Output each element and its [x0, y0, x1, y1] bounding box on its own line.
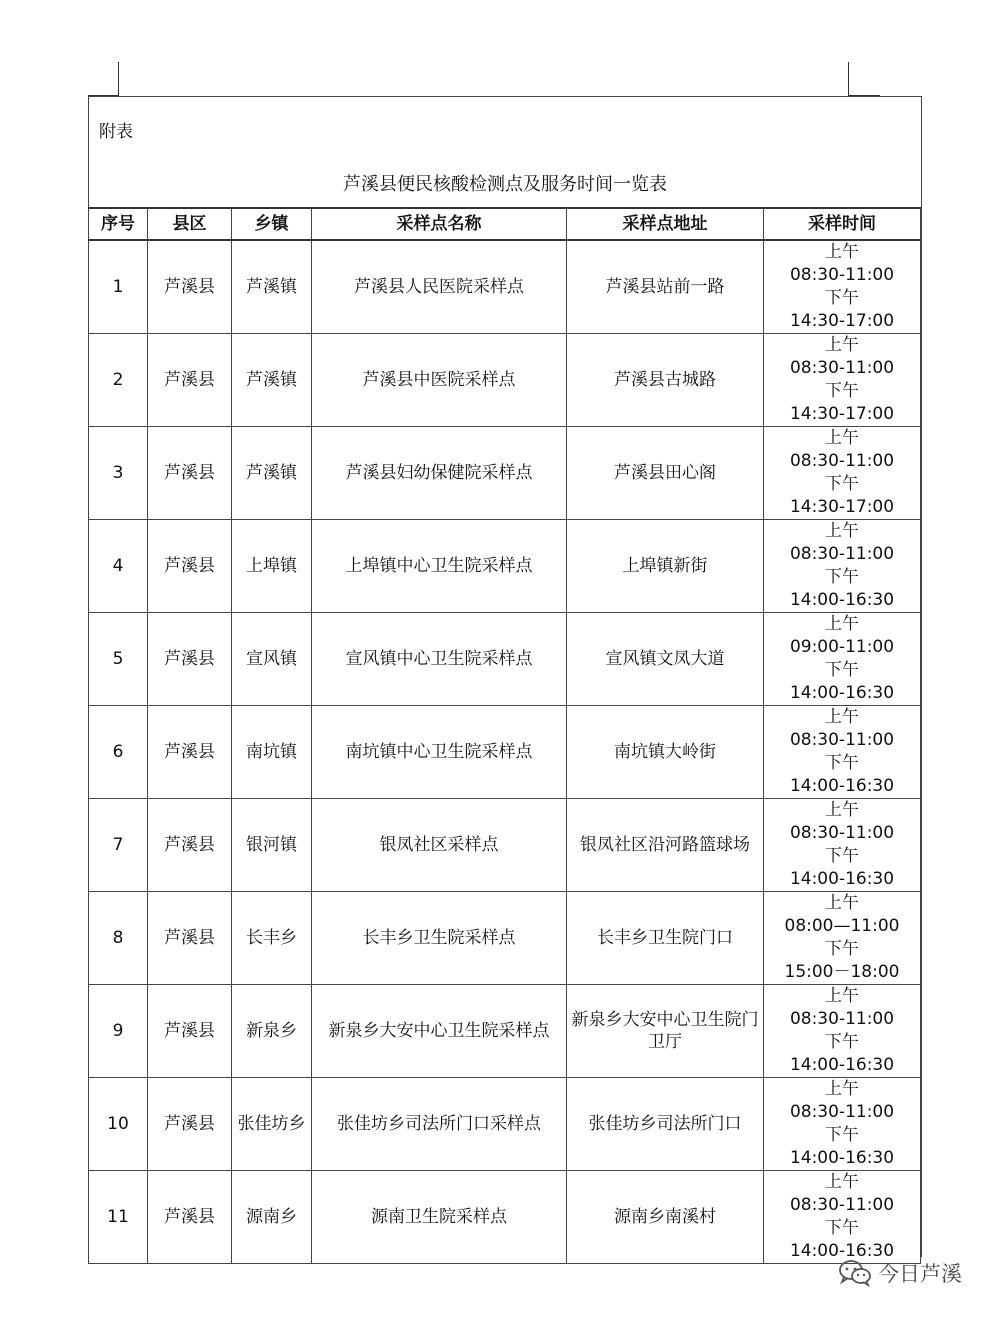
morning-label: 上午: [825, 986, 859, 1006]
cell-town: 新泉乡: [232, 985, 312, 1078]
crop-mark-right-vertical: [848, 62, 849, 96]
morning-label: 上午: [825, 707, 859, 727]
afternoon-label: 下午: [825, 753, 859, 773]
cell-site-address: 上埠镇新街: [567, 520, 764, 613]
cell-site-name: 上埠镇中心卫生院采样点: [312, 520, 567, 613]
cell-county: 芦溪县: [148, 240, 232, 334]
cell-county: 芦溪县: [148, 799, 232, 892]
morning-label: 上午: [825, 521, 859, 541]
column-header-sampling-time: 采样时间: [764, 208, 921, 240]
cell-number: 10: [89, 1078, 148, 1171]
cell-sampling-time: [764, 892, 921, 985]
column-header-town: 乡镇: [232, 208, 312, 240]
cell-site-name: 芦溪县妇幼保健院采样点: [312, 427, 567, 520]
watermark-text: 今日芦溪: [878, 1262, 962, 1286]
cell-county: 芦溪县: [148, 1078, 232, 1171]
table-row: [89, 613, 921, 706]
table-row: [89, 427, 921, 520]
testing-sites-table: [88, 207, 921, 1264]
morning-label: 上午: [825, 1079, 859, 1099]
cell-county: 芦溪县: [148, 985, 232, 1078]
afternoon-hours: 15:00－18:00: [784, 962, 900, 982]
cell-town: 长丰乡: [232, 892, 312, 985]
table-row: [89, 334, 921, 427]
afternoon-hours: 14:00-16:30: [789, 776, 895, 796]
afternoon-hours: 14:00-16:30: [789, 683, 895, 703]
afternoon-hours: 14:30-17:00: [789, 404, 895, 424]
wechat-icon: [838, 1259, 872, 1287]
cell-town: 南坑镇: [232, 706, 312, 799]
cell-town: 宣风镇: [232, 613, 312, 706]
cell-site-name: 长丰乡卫生院采样点: [312, 892, 567, 985]
cell-county: 芦溪县: [148, 334, 232, 427]
morning-hours: 08:30-11:00: [789, 1009, 895, 1029]
column-header-site-name: 采样点名称: [312, 208, 567, 240]
table-title: 芦溪县便民核酸检测点及服务时间一览表: [343, 174, 667, 195]
table-row: [89, 706, 921, 799]
morning-label: 上午: [825, 428, 859, 448]
cell-sampling-time: [764, 985, 921, 1078]
cell-site-address: 芦溪县古城路: [567, 334, 764, 427]
morning-label: 上午: [825, 893, 859, 913]
morning-hours: 08:30-11:00: [789, 823, 895, 843]
cell-sampling-time: [764, 1171, 921, 1264]
morning-hours: 08:30-11:00: [789, 1195, 895, 1215]
account-watermark: [838, 1258, 962, 1288]
morning-label: 上午: [825, 335, 859, 355]
cell-site-address: 张佳坊乡司法所门口: [567, 1078, 764, 1171]
morning-hours: 09:00-11:00: [789, 637, 895, 657]
table-row: [89, 1078, 921, 1171]
afternoon-hours: 14:00-16:30: [789, 1055, 895, 1075]
table-row: [89, 799, 921, 892]
cell-county: 芦溪县: [148, 1171, 232, 1264]
cell-site-name: 张佳坊乡司法所门口采样点: [312, 1078, 567, 1171]
afternoon-label: 下午: [825, 1032, 859, 1052]
table-header-row: [89, 208, 921, 240]
cell-number: 9: [89, 985, 148, 1078]
afternoon-label: 下午: [825, 567, 859, 587]
afternoon-label: 下午: [825, 660, 859, 680]
cell-town: 张佳坊乡: [232, 1078, 312, 1171]
morning-label: 上午: [825, 242, 859, 262]
annex-label: 附表: [99, 122, 133, 142]
cell-town: 芦溪镇: [232, 240, 312, 334]
cell-town: 银河镇: [232, 799, 312, 892]
cell-town: 芦溪镇: [232, 334, 312, 427]
afternoon-label: 下午: [825, 846, 859, 866]
cell-number: 11: [89, 1171, 148, 1264]
morning-hours: 08:30-11:00: [789, 358, 895, 378]
cell-county: 芦溪县: [148, 613, 232, 706]
cell-sampling-time: [764, 1078, 921, 1171]
cell-sampling-time: [764, 240, 921, 334]
table-row: [89, 240, 921, 334]
cell-number: 3: [89, 427, 148, 520]
cell-number: 2: [89, 334, 148, 427]
morning-hours: 08:30-11:00: [789, 265, 895, 285]
cell-number: 8: [89, 892, 148, 985]
column-header-site-address: 采样点地址: [567, 208, 764, 240]
afternoon-label: 下午: [825, 381, 859, 401]
cell-county: 芦溪县: [148, 427, 232, 520]
cell-number: 7: [89, 799, 148, 892]
table-row: [89, 1171, 921, 1264]
morning-hours: 08:30-11:00: [789, 1102, 895, 1122]
afternoon-label: 下午: [825, 474, 859, 494]
cell-site-name: 芦溪县人民医院采样点: [312, 240, 567, 334]
cell-site-name: 芦溪县中医院采样点: [312, 334, 567, 427]
afternoon-label: 下午: [825, 939, 859, 959]
afternoon-hours: 14:30-17:00: [789, 497, 895, 517]
afternoon-label: 下午: [825, 288, 859, 308]
cell-sampling-time: [764, 520, 921, 613]
cell-site-address: 芦溪县站前一路: [567, 240, 764, 334]
cell-site-name: 新泉乡大安中心卫生院采样点: [312, 985, 567, 1078]
morning-label: 上午: [825, 800, 859, 820]
cell-site-address: 银凤社区沿河路篮球场: [567, 799, 764, 892]
cell-site-name: 源南卫生院采样点: [312, 1171, 567, 1264]
column-header-number: 序号: [89, 208, 148, 240]
morning-hours: 08:30-11:00: [789, 730, 895, 750]
afternoon-label: 下午: [825, 1218, 859, 1238]
cell-site-address: 芦溪县田心阁: [567, 427, 764, 520]
cell-site-address: 宣风镇文凤大道: [567, 613, 764, 706]
cell-sampling-time: [764, 334, 921, 427]
afternoon-label: 下午: [825, 1125, 859, 1145]
crop-mark-left-vertical: [118, 62, 119, 96]
cell-sampling-time: [764, 706, 921, 799]
table-row: [89, 520, 921, 613]
document-sheet: [88, 96, 922, 1261]
cell-site-address: 源南乡南溪村: [567, 1171, 764, 1264]
cell-town: 上埠镇: [232, 520, 312, 613]
cell-site-name: 银凤社区采样点: [312, 799, 567, 892]
afternoon-hours: 14:00-16:30: [789, 1241, 895, 1261]
afternoon-hours: 14:00-16:30: [789, 1148, 895, 1168]
morning-hours: 08:30-11:00: [789, 544, 895, 564]
morning-label: 上午: [825, 614, 859, 634]
column-header-county: 县区: [148, 208, 232, 240]
cell-sampling-time: [764, 613, 921, 706]
cell-county: 芦溪县: [148, 520, 232, 613]
cell-site-name: 宣风镇中心卫生院采样点: [312, 613, 567, 706]
table-row: [89, 892, 921, 985]
cell-number: 5: [89, 613, 148, 706]
afternoon-hours: 14:00-16:30: [789, 869, 895, 889]
cell-site-address: 新泉乡大安中心卫生院门卫厅: [567, 985, 764, 1078]
cell-number: 4: [89, 520, 148, 613]
cell-sampling-time: [764, 799, 921, 892]
cell-site-name: 南坑镇中心卫生院采样点: [312, 706, 567, 799]
cell-town: 源南乡: [232, 1171, 312, 1264]
cell-number: 6: [89, 706, 148, 799]
cell-county: 芦溪县: [148, 892, 232, 985]
cell-site-address: 长丰乡卫生院门口: [567, 892, 764, 985]
cell-town: 芦溪镇: [232, 427, 312, 520]
morning-hours: 08:00—11:00: [784, 916, 900, 936]
cell-site-address: 南坑镇大岭街: [567, 706, 764, 799]
morning-hours: 08:30-11:00: [789, 451, 895, 471]
morning-label: 上午: [825, 1172, 859, 1192]
table-row: [89, 985, 921, 1078]
afternoon-hours: 14:30-17:00: [789, 311, 895, 331]
afternoon-hours: 14:00-16:30: [789, 590, 895, 610]
cell-sampling-time: [764, 427, 921, 520]
cell-number: 1: [89, 240, 148, 334]
cell-county: 芦溪县: [148, 706, 232, 799]
